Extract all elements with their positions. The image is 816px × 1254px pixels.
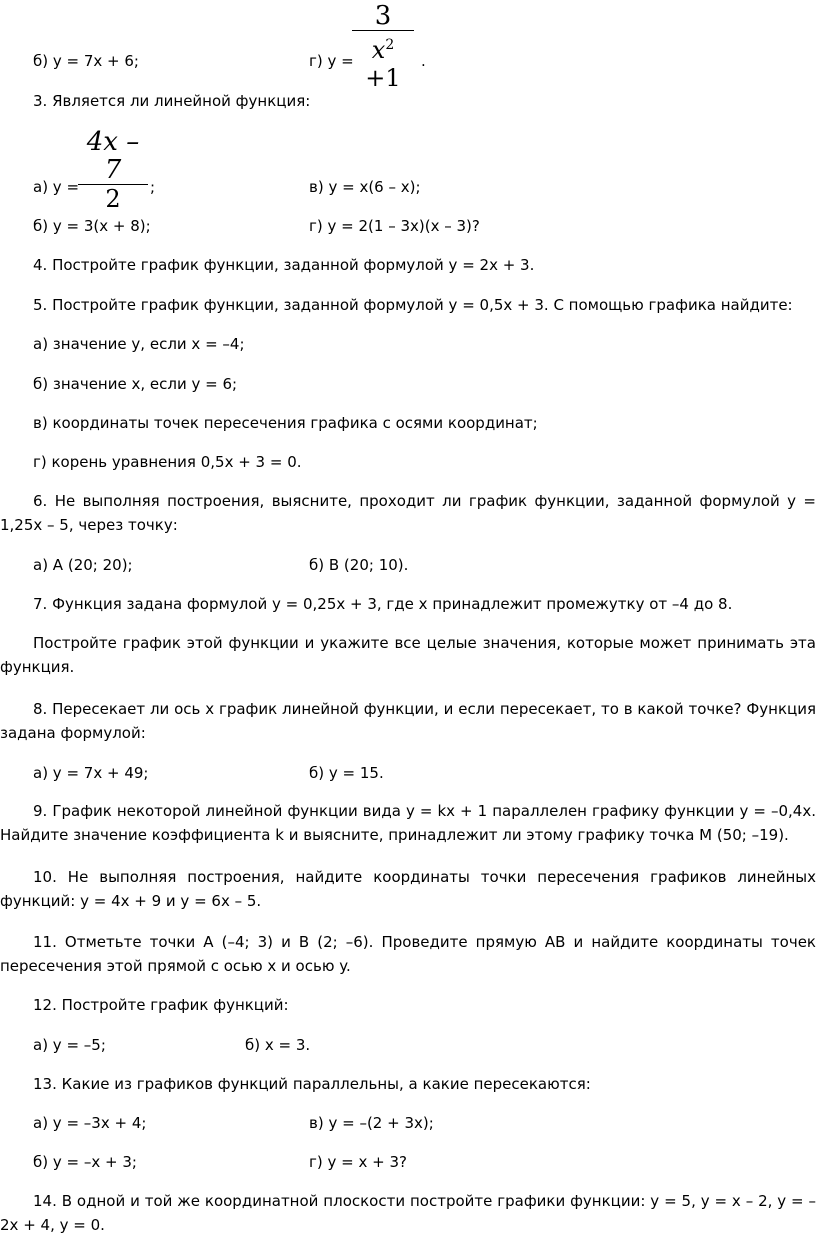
question-10: 10. Не выполняя построения, найдите координаты точки пересечения графиков линейных функций: y = 4x + 9 и y = 6x – 5.: [0, 868, 816, 910]
item-6b: б) B (20; 10).: [309, 556, 409, 574]
question-7-task: Постройте график этой функции и укажите все целые значения, которые может принимать эта функция.: [0, 634, 816, 676]
fraction-numerator: 3: [374, 1, 392, 31]
question-5: 5. Постройте график функции, заданной формулой y = 0,5x + 3. С помощью графика найдите:: [33, 296, 793, 314]
question-6: 6. Не выполняя построения, выясните, проходит ли график функции, заданной формулой y = 1,25x – 5, через точку:: [0, 492, 816, 534]
item-3g: г) y = 2(1 – 3x)(x – 3)?: [309, 217, 480, 235]
question-3: 3. Является ли линейной функция:: [33, 92, 311, 110]
question-14: 14. В одной и той же координатной плоскости постройте графики функции: y = 5, y = x – 2, y = –2x + 4, y = 0.: [0, 1192, 816, 1234]
fraction-denominator: $x^2 +1$: [365, 36, 401, 92]
question-4: 4. Постройте график функции, заданной формулой y = 2x + 3.: [33, 256, 535, 274]
fraction-numerator: 4x – 7: [86, 127, 140, 185]
period: .: [421, 52, 426, 70]
question-13: 13. Какие из графиков функций параллельны, а какие пересекаются:: [33, 1075, 591, 1093]
question-7: 7. Функция задана формулой y = 0,25x + 3, где x принадлежит промежутку от –4 до 8.: [33, 595, 733, 613]
item-12b: б) x = 3.: [245, 1036, 311, 1054]
item-13v: в) y = –(2 + 3x);: [309, 1114, 434, 1132]
item-5b: б) значение x, если y = 6;: [33, 375, 238, 393]
fraction-3-over-x2plus1: [352, 2, 414, 92]
item-5g: г) корень уравнения 0,5x + 3 = 0.: [33, 453, 302, 471]
item-3a-semicolon: ;: [150, 178, 156, 196]
item-3b: б) y = 3(x + 8);: [33, 217, 151, 235]
item-13g: г) y = x + 3?: [309, 1153, 407, 1171]
fraction-4x-7-over-2: [78, 128, 148, 213]
question-12: 12. Постройте график функций:: [33, 996, 289, 1014]
item-8b: б) y = 15.: [309, 764, 384, 782]
item-5v: в) координаты точек пересечения графика с осями координат;: [33, 414, 538, 432]
item-5a: а) значение y, если x = –4;: [33, 335, 245, 353]
item-2b: б) y = 7x + 6;: [33, 52, 139, 70]
item-13a: а) y = –3x + 4;: [33, 1114, 147, 1132]
fraction-denominator: 2: [105, 185, 121, 213]
item-12a: а) y = –5;: [33, 1036, 106, 1054]
item-8a: а) y = 7x + 49;: [33, 764, 149, 782]
item-3a-label: а) y =: [33, 178, 80, 196]
item-3v: в) y = x(6 – x);: [309, 178, 421, 196]
question-8: 8. Пересекает ли ось x график линейной функции, и если пересекает, то в какой точке? Функция задана формулой:: [0, 700, 816, 742]
question-11: 11. Отметьте точки A (–4; 3) и B (2; –6). Проведите прямую AB и найдите координаты точек пересечения этой прямой с осью x и осью y.: [0, 933, 816, 975]
item-2g-label: г) y =: [309, 52, 354, 70]
item-13b: б) y = –x + 3;: [33, 1153, 137, 1171]
item-6a: а) A (20; 20);: [33, 556, 133, 574]
question-9: 9. График некоторой линейной функции вида y = kx + 1 параллелен графику функции y = –0,4x. Найдите значение коэффициента k и выясните, принадлежит ли этому графику точка M (50; –19).: [0, 802, 816, 844]
